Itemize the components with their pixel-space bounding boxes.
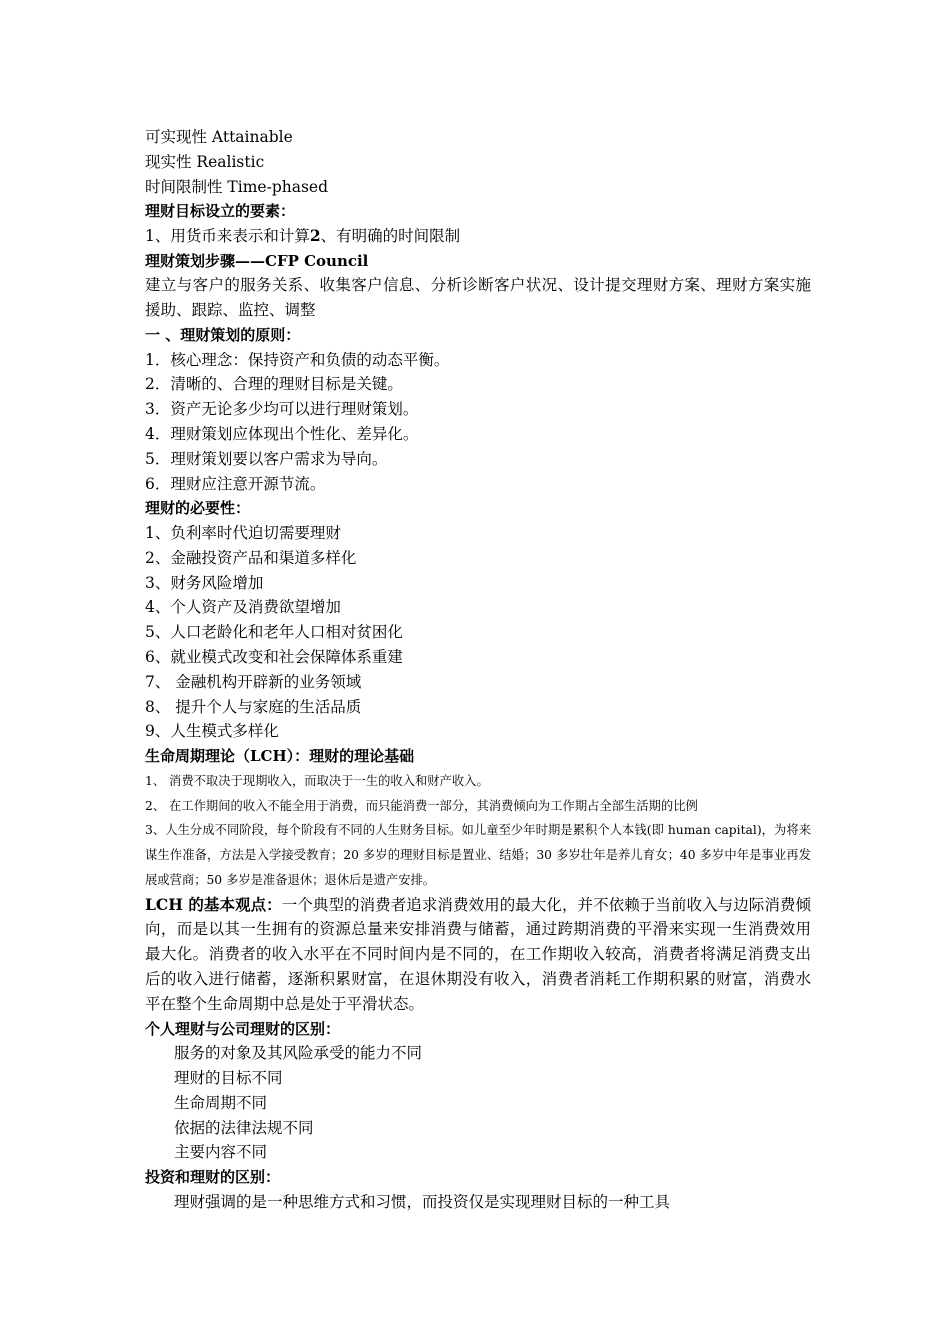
necessity-item: 8、 提升个人与家庭的生活品质 xyxy=(145,697,362,716)
goal-elements-heading: 理财目标设立的要素： xyxy=(145,202,296,221)
principle-item: 2．清晰的、合理的理财目标是关键。 xyxy=(145,375,403,394)
lch-item: 3、人生分成不同阶段，每个阶段有不同的人生财务目标。如儿童至少年时期是累积个人本钱(即 human capital)，为将来谋生作准备，方法是入学接受教育；20 多岁的理财目标是置业、结婚；30 多岁壮年是养儿育女；40 多岁中年是事业再发展或营商；50 多岁是准备退休；退休后是遗产安排。 xyxy=(145,823,811,887)
principle-item: 5．理财策划要以客户需求为导向。 xyxy=(145,449,388,468)
lch-basic-view-label: LCH 的基本观点： xyxy=(145,894,282,914)
goal-elements-line xyxy=(145,224,811,249)
difference-item: 生命周期不同 xyxy=(174,1093,268,1112)
principle-item: 6．理财应注意开源节流。 xyxy=(145,474,326,493)
steps-body: 建立与客户的服务关系、收集客户信息、分析诊断客户状况、设计提交理财方案、理财方案实施援助、跟踪、监控、调整 xyxy=(145,276,811,320)
investment-vs-finance-heading: 投资和理财的区别： xyxy=(145,1168,281,1187)
necessity-item: 7、 金融机构开辟新的业务领域 xyxy=(145,672,362,691)
necessity-item: 4、个人资产及消费欲望增加 xyxy=(145,598,341,617)
principles-heading: 一 、理财策划的原则： xyxy=(145,325,301,344)
difference-item: 理财的目标不同 xyxy=(174,1069,283,1088)
necessity-heading: 理财的必要性： xyxy=(145,499,251,518)
smart-attainable: 可实现性 Attainable xyxy=(145,128,293,146)
goal-element-2: 、有明确的时间限制 xyxy=(320,226,461,245)
necessity-item: 9、人生模式多样化 xyxy=(145,722,279,741)
necessity-item: 1、负利率时代迫切需要理财 xyxy=(145,523,341,542)
lch-basic-view-text: 一个典型的消费者追求消费效用的最大化，并不依赖于当前收入与边际消费倾向，而是以其一生拥有的资源总量来安排消费与储蓄，通过跨期消费的平滑来实现一生消费效用最大化。消费者的收入水平在不同时间内是不同的，在工作期收入较高，消费者将满足消费支出后的收入进行储蓄，逐渐积累财富，在退休期没有收入，消费者消耗工作期积累的财富，消费水平在整个生命周期中总是处于平滑状态。 xyxy=(145,895,811,1013)
smart-time-phased: 时间限制性 Time-phased xyxy=(145,177,329,196)
document-body xyxy=(145,125,811,1215)
necessity-item: 2、金融投资产品和渠道多样化 xyxy=(145,548,357,567)
investment-vs-finance-body: 理财强调的是一种思维方式和习惯，而投资仅是实现理财目标的一种工具 xyxy=(174,1192,671,1211)
necessity-item: 5、人口老龄化和老年人口相对贫困化 xyxy=(145,623,403,642)
principle-item: 1．核心理念：保持资产和负债的动态平衡。 xyxy=(145,350,450,369)
principle-item: 3．资产无论多少均可以进行理财策划。 xyxy=(145,400,419,419)
lch-item: 2、 在工作期间的收入不能全用于消费，而只能消费一部分，其消费倾向为工作期占全部生活期的比例 xyxy=(145,798,698,813)
goal-element-2-number: 2 xyxy=(309,225,321,245)
lch-item: 1、 消费不取决于现期收入，而取决于一生的收入和财产收入。 xyxy=(145,773,489,788)
goal-element-1: 1、用货币来表示和计算 xyxy=(145,226,310,245)
steps-heading: 理财策划步骤——CFP Council xyxy=(145,251,369,270)
difference-item: 依据的法律法规不同 xyxy=(174,1118,314,1137)
personal-vs-company-heading: 个人理财与公司理财的区别： xyxy=(145,1019,341,1038)
difference-item: 主要内容不同 xyxy=(174,1143,268,1162)
lch-basic-view xyxy=(145,893,811,1017)
lch-heading: 生命周期理论（LCH）：理财的理论基础 xyxy=(145,747,415,766)
necessity-item: 3、财务风险增加 xyxy=(145,573,264,592)
necessity-item: 6、就业模式改变和社会保障体系重建 xyxy=(145,647,403,666)
smart-realistic: 现实性 Realistic xyxy=(145,152,265,171)
difference-item: 服务的对象及其风险承受的能力不同 xyxy=(174,1044,423,1063)
principle-item: 4．理财策划应体现出个性化、差异化。 xyxy=(145,424,419,443)
